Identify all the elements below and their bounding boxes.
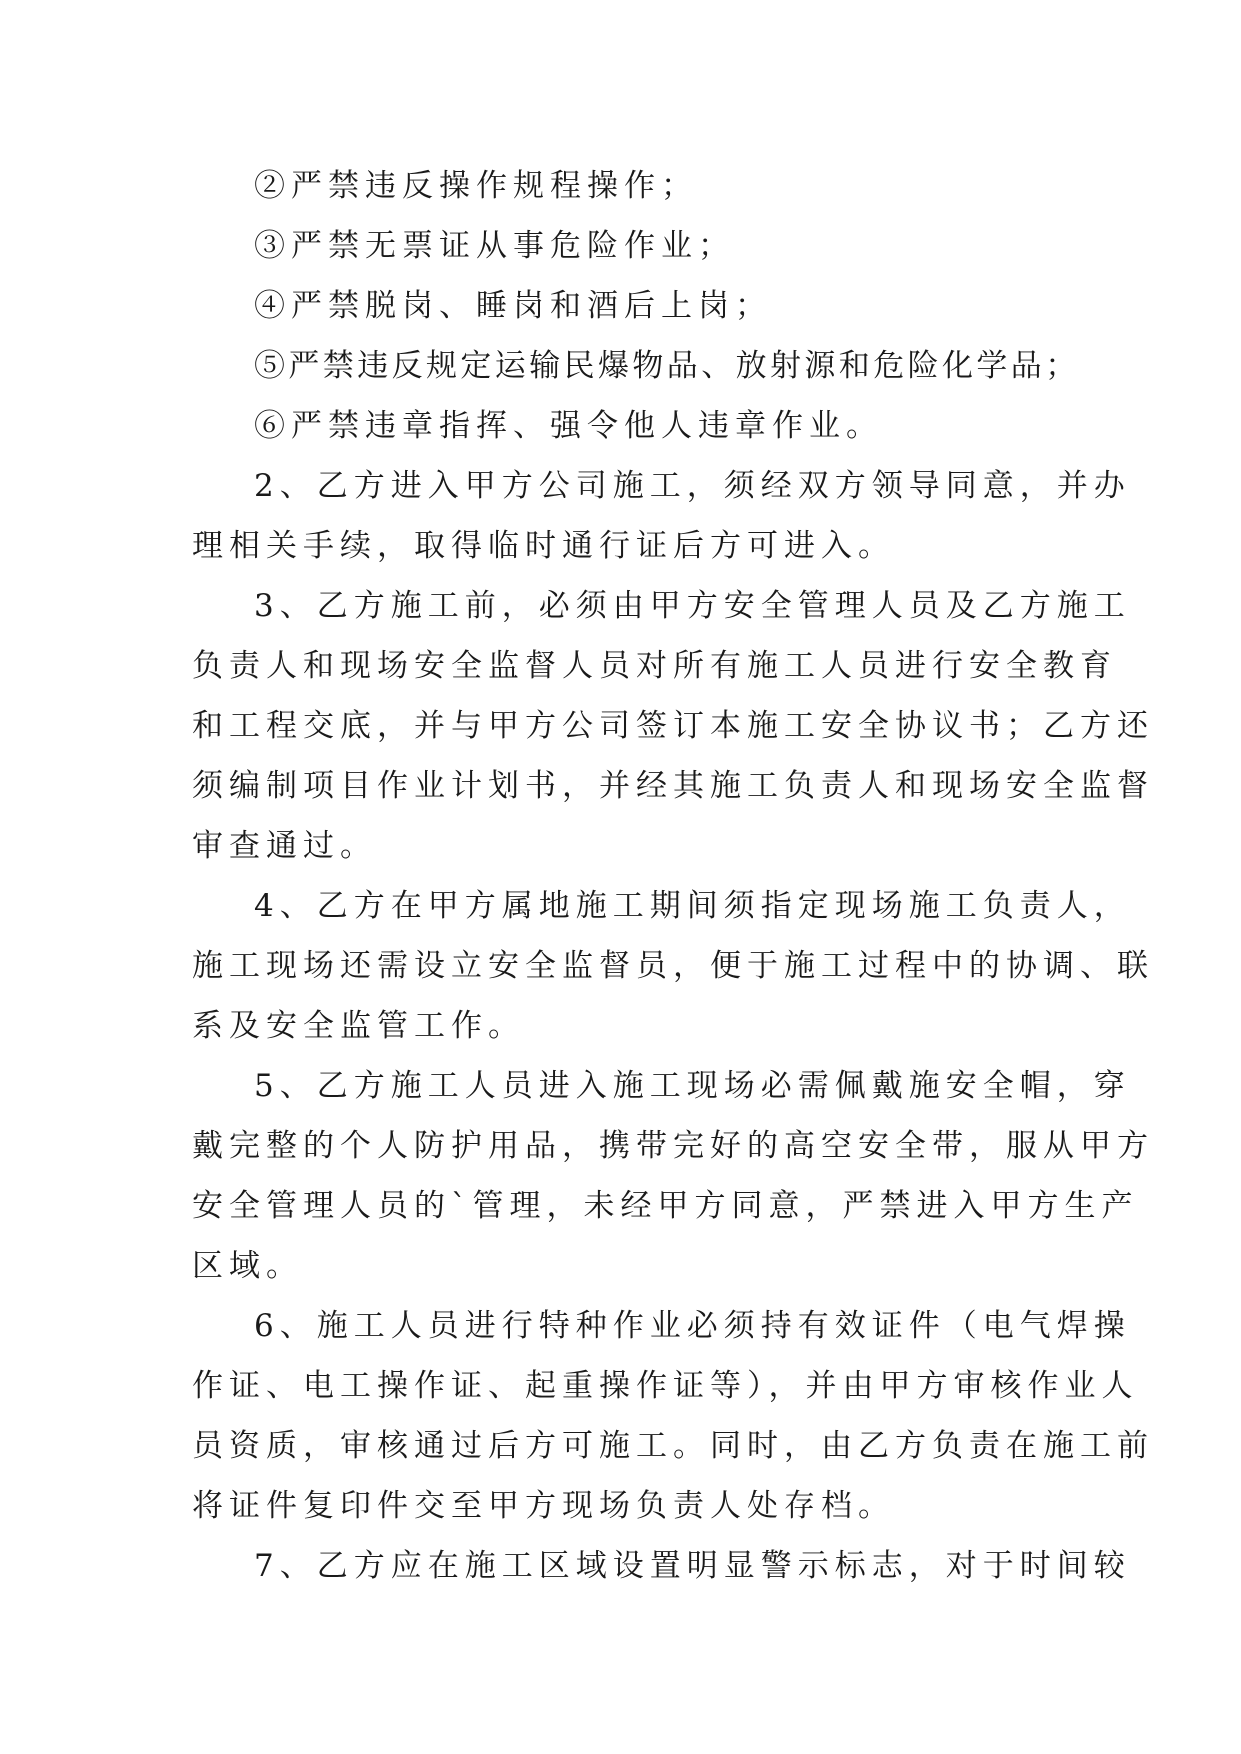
clause-line: 2、乙方进入甲方公司施工，须经双方领导同意，并办 [254,468,1131,504]
clause-2 [192,456,1131,576]
clause-line: 将证件复印件交至甲方现场负责人处存档。 [192,1488,895,1524]
clause-5 [192,1056,1154,1296]
prohibition-item-2: ②严禁违反操作规程操作； [254,168,698,204]
prohibition-item-5: ⑤严禁违反规定运输民爆物品、放射源和危险化学品； [254,348,1080,384]
clause-7 [192,1536,1131,1596]
clause-line: 负责人和现场安全监督人员对所有施工人员进行安全教育 [192,648,1117,684]
document-body [192,156,1154,1596]
clause-line: 戴完整的个人防护用品，携带完好的高空安全带，服从甲方 [192,1128,1154,1164]
clause-line: 员资质，审核通过后方可施工。同时，由乙方负责在施工前 [192,1428,1154,1464]
clause-line: 施工现场还需设立安全监督员，便于施工过程中的协调、联 [192,948,1154,984]
clause-line: 作证、电工操作证、起重操作证等），并由甲方审核作业人 [192,1368,1139,1404]
prohibition-item-4: ④严禁脱岗、睡岗和酒后上岗； [254,288,772,324]
clause-line: 6、施工人员进行特种作业必须持有效证件（电气焊操 [254,1308,1131,1344]
clause-3 [192,576,1154,876]
clause-line: 3、乙方施工前，必须由甲方安全管理人员及乙方施工 [254,588,1131,624]
clause-line: 理相关手续，取得临时通行证后方可进入。 [192,528,895,564]
clause-line: 4、乙方在甲方属地施工期间须指定现场施工负责人， [254,888,1131,924]
clause-line: 区域。 [192,1248,303,1284]
clause-line: 5、乙方施工人员进入施工现场必需佩戴施安全帽，穿 [254,1068,1131,1104]
clause-line: 须编制项目作业计划书，并经其施工负责人和现场安全监督 [192,768,1154,804]
clause-line: 和工程交底，并与甲方公司签订本施工安全协议书；乙方还 [192,708,1154,744]
clause-4 [192,876,1154,1056]
clause-line: 7、乙方应在施工区域设置明显警示标志，对于时间较 [254,1548,1131,1584]
clause-line: 系及安全监管工作。 [192,1008,525,1044]
clause-6 [192,1296,1154,1536]
prohibition-item-3: ③严禁无票证从事危险作业； [254,228,735,264]
clause-line: 审查通过。 [192,828,377,864]
prohibition-item-6: ⑥严禁违章指挥、强令他人违章作业。 [254,408,883,444]
clause-line: 安全管理人员的`管理，未经甲方同意，严禁进入甲方生产 [192,1188,1139,1224]
